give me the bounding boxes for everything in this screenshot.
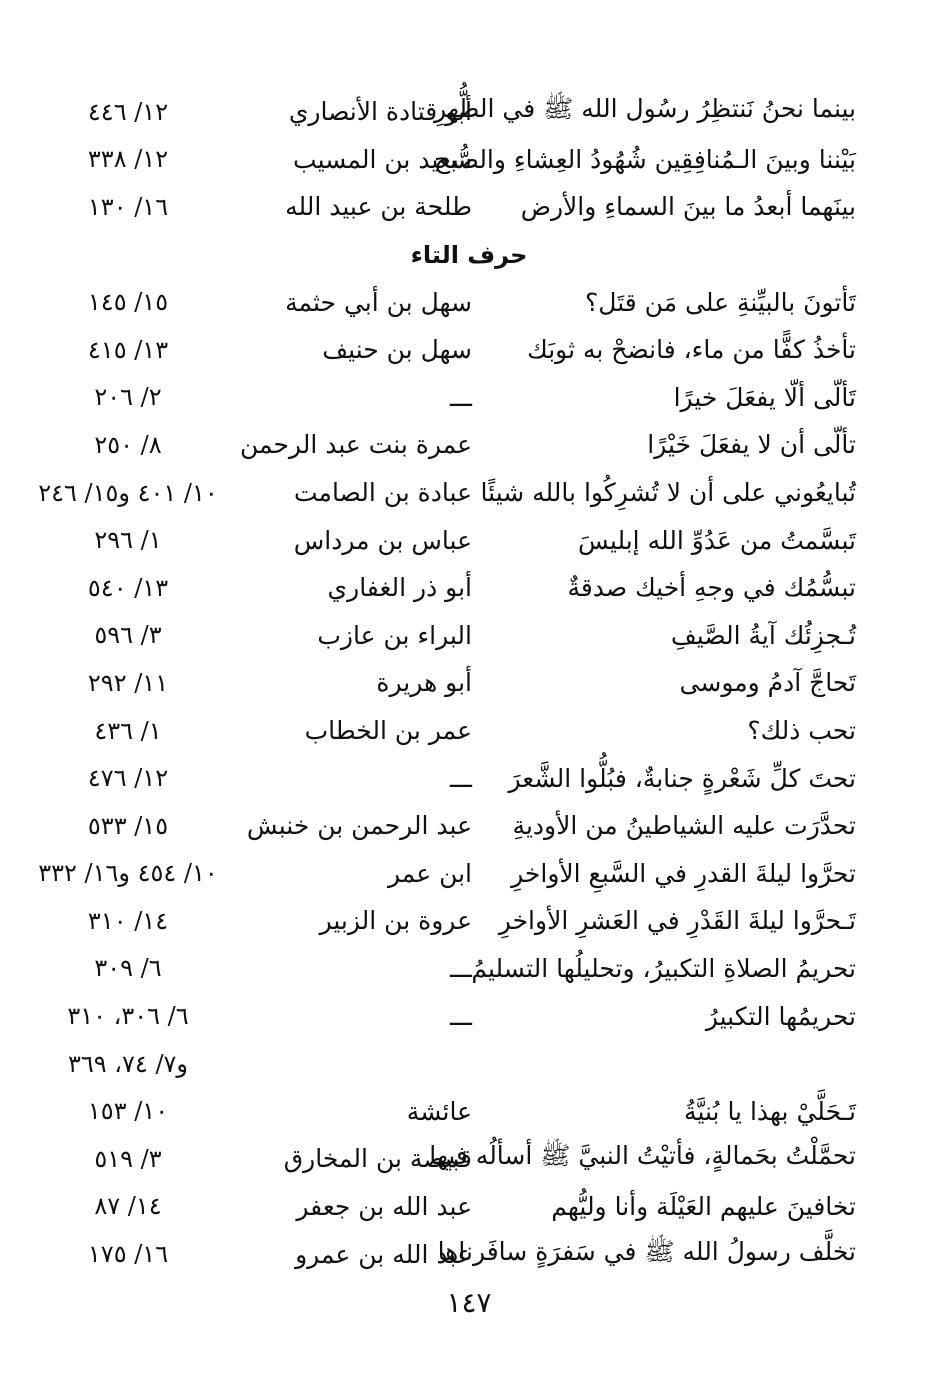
volume-page-ref: و٧/ ٧٤، ٣٦٩	[67, 1049, 189, 1078]
narrator: ـــ	[450, 953, 472, 983]
narrator: البراء بن عازب	[317, 620, 472, 650]
hadith-text: تَـحَلَّيْ بهذا يا بُنيَّةُ	[684, 1096, 856, 1126]
hadith-text: تبسُّمُك في وجهِ أخيك صدقةٌ	[567, 573, 856, 603]
volume-page-ref: ١٣/ ٤١٥	[87, 335, 169, 364]
hadith-text: بَيْننا وبينَ الـمُنافِقِين شُهُودُ العِشاءِ والصُّبح	[433, 144, 856, 174]
index-row	[0, 707, 938, 755]
hadith-text: تحريمُ الصلاةِ التكبيرُ، وتحليلُها التسليمُ	[471, 953, 856, 983]
hadith-text: تحب ذلك؟	[747, 716, 856, 746]
volume-page-ref: ١٥/ ٥٣٣	[87, 811, 169, 840]
hadith-text: تأخذُ كفًّا من ماء، فانضحْ به ثوبَك	[527, 335, 856, 365]
narrator: سهل بن أبي حثمة	[285, 287, 472, 317]
narrator: طلحة بن عبيد الله	[285, 192, 472, 222]
hadith-text: تُبايعُوني على أن لا تُشرِكُوا بالله شيئًا	[480, 478, 856, 508]
hadith-text: تحرَّوا ليلةَ القدرِ في السَّبعِ الأواخرِ	[511, 858, 856, 888]
hadith-text: تَأتونَ بالبيِّنةِ على مَن قتَل؟	[585, 287, 856, 317]
narrator: عبد الله بن عمرو	[295, 1239, 472, 1269]
hadith-text: بينَهما أبعدُ ما بينَ السماءِ والأرض	[520, 192, 856, 222]
narrator: عمر بن الخطاب	[304, 716, 472, 746]
section-heading: حرف التاء	[410, 240, 528, 269]
index-row	[0, 1230, 938, 1278]
narrator: ـــ	[450, 1001, 472, 1031]
narrator: سهل بن حنيف	[322, 335, 472, 365]
index-row	[0, 1135, 938, 1183]
volume-page-ref: ١٣/ ٥٤٠	[87, 573, 169, 602]
narrator: ـــ	[450, 382, 472, 412]
index-row	[0, 421, 938, 469]
page-number: ١٤٧	[446, 1286, 492, 1319]
hadith-text: تَـحرَّوا ليلةَ القَدْرِ في العَشرِ الأواخرِ	[498, 906, 856, 936]
index-row	[0, 326, 938, 374]
hadith-text: تحتَ كلِّ شَعْرةٍ جنابةٌ، فبُلُّوا الشَّعرَ	[508, 763, 856, 793]
index-row	[0, 278, 938, 326]
volume-page-ref: ٨/ ٢٥٠	[94, 430, 162, 459]
index-row	[0, 802, 938, 850]
volume-page-ref: ١٢/ ٣٣٨	[87, 145, 169, 174]
index-row-continuation	[0, 1040, 938, 1088]
index-row	[0, 612, 938, 660]
narrator: عباس بن مرداس	[293, 525, 472, 555]
volume-page-ref: ١٤/ ٨٧	[94, 1192, 162, 1221]
index-row	[0, 754, 938, 802]
hadith-text: تخلَّف رسولُ الله ﷺ في سَفرَةٍ سافَرناها	[437, 1236, 856, 1266]
index-row	[0, 374, 938, 422]
hadith-text: بينما نحنُ نَنتظِرُ رسُول الله ﷺ في الظُّهرِ	[434, 94, 856, 124]
index-row	[0, 1183, 938, 1231]
narrator: عبد الله بن جعفر	[296, 1191, 472, 1221]
index-row	[0, 992, 938, 1040]
volume-page-ref: ١٤/ ٣١٠	[87, 906, 169, 935]
index-row	[0, 945, 938, 993]
hadith-text: تحدَّرَت عليه الشياطينُ من الأوديةِ	[512, 811, 856, 841]
volume-page-ref: ١٢/ ٤٤٦	[87, 97, 169, 126]
narrator: عائشة	[406, 1096, 472, 1126]
narrator: ابن عمر	[387, 858, 472, 888]
volume-page-ref: ١٢/ ٤٧٦	[87, 764, 169, 793]
volume-page-ref: ١٠/ ١٥٣	[87, 1097, 169, 1126]
index-row	[0, 183, 938, 231]
narrator: عبد الرحمن بن خنبش	[246, 811, 472, 841]
narrator: أبو قتادة الأنصاري	[288, 97, 472, 127]
hadith-text: تخافينَ عليهم العَيْلَة وأنا وليُّهم	[551, 1191, 856, 1221]
volume-page-ref: ١٠/ ٤٠١ و١٥/ ٢٤٦	[38, 478, 218, 507]
index-row	[0, 136, 938, 184]
volume-page-ref: ٦/ ٣٠٦، ٣١٠	[67, 1002, 189, 1031]
index-row	[0, 469, 938, 517]
index-row	[0, 897, 938, 945]
volume-page-ref: ١٠/ ٤٥٤ و١٦/ ٣٣٢	[38, 859, 218, 888]
volume-page-ref: ١٦/ ١٣٠	[87, 192, 169, 221]
index-row	[0, 88, 938, 136]
hadith-text: تحريمُها التكبيرُ	[705, 1001, 856, 1031]
volume-page-ref: ٢/ ٢٠٦	[94, 383, 162, 412]
index-list	[0, 88, 938, 1278]
hadith-text: تَحاجَّ آدمُ وموسى	[679, 668, 856, 698]
volume-page-ref: ١/ ٤٣٦	[94, 716, 162, 745]
hadith-text: تَألّى ألّا يفعَلَ خيرًا	[673, 382, 856, 412]
volume-page-ref: ١/ ٢٩٦	[94, 526, 162, 555]
narrator: سعيد بن المسيب	[293, 144, 472, 174]
narrator: عمرة بنت عبد الرحمن	[239, 430, 472, 460]
hadith-text: تَبسَّمتُ من عَدُوِّ الله إبليسَ	[578, 525, 856, 555]
narrator: أبو هريرة	[376, 668, 472, 698]
narrator: عروة بن الزبير	[319, 906, 472, 936]
index-row	[0, 659, 938, 707]
volume-page-ref: ١١/ ٢٩٢	[87, 668, 169, 697]
index-row	[0, 564, 938, 612]
volume-page-ref: ١٦/ ١٧٥	[87, 1240, 169, 1269]
narrator: قبيصة بن المخارق	[283, 1144, 472, 1174]
narrator: أبو ذر الغفاري	[327, 573, 472, 603]
hadith-text: تُـجزِئُك آيةُ الصَّيفِ	[670, 620, 856, 650]
volume-page-ref: ٣/ ٥٩٦	[94, 621, 162, 650]
narrator: ـــ	[450, 763, 472, 793]
volume-page-ref: ٣/ ٥١٩	[94, 1144, 162, 1173]
hadith-text: تحمَّلْتُ بحَمالةٍ، فأتيْتُ النبيَّ ﷺ أسألُه فيها	[429, 1141, 856, 1171]
index-row	[0, 1087, 938, 1135]
index-row	[0, 850, 938, 898]
hadith-text: تألّى أن لا يفعَلَ خَيْرًا	[647, 430, 856, 460]
index-row	[0, 516, 938, 564]
volume-page-ref: ١٥/ ١٤٥	[87, 288, 169, 317]
volume-page-ref: ٦/ ٣٠٩	[94, 954, 162, 983]
narrator: عبادة بن الصامت	[294, 478, 472, 508]
